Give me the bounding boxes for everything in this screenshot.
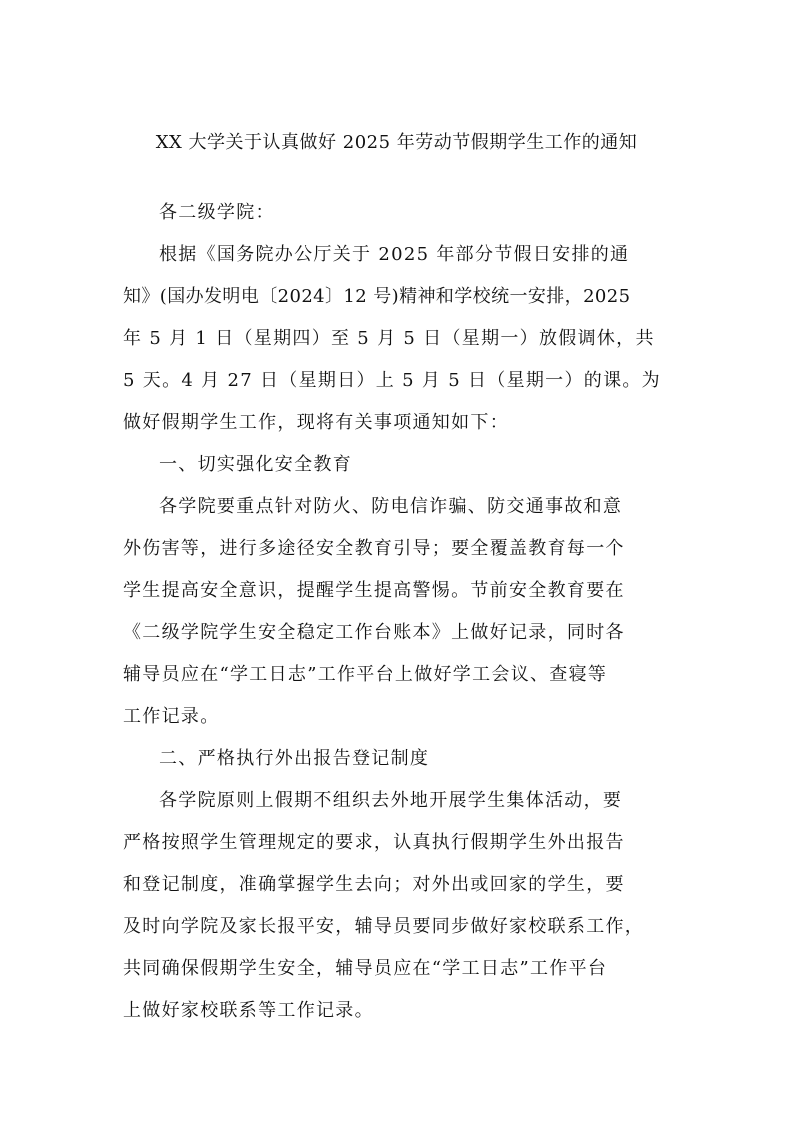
section-heading-2: 二、严格执行外出报告登记制度: [159, 748, 430, 769]
paragraph-line: 辅导员应在“学工日志”工作平台上做好学工会议、查寝等: [123, 664, 608, 685]
paragraph-line: 年 5 月 1 日（星期四）至 5 月 5 日（星期一）放假调休，共: [123, 328, 655, 349]
paragraph-line: 各学院原则上假期不组织去外地开展学生集体活动，要: [159, 790, 623, 811]
paragraph-line: 工作记录。: [123, 706, 220, 727]
paragraph-line: 共同确保假期学生安全，辅导员应在“学工日志”工作平台: [123, 958, 608, 979]
paragraph-line: 上做好家校联系等工作记录。: [123, 1000, 374, 1021]
section-heading-1: 一、切实强化安全教育: [159, 454, 352, 475]
paragraph-line: 各学院要重点针对防火、防电信诈骗、防交通事故和意: [159, 496, 623, 517]
salutation: 各二级学院：: [159, 202, 275, 223]
paragraph-line: 及时向学院及家长报平安，辅导员要同步做好家校联系工作，: [123, 916, 645, 937]
paragraph-line: 知》(国办发明电〔2024〕12 号)精神和学校统一安排，2025: [123, 286, 631, 307]
paragraph-line: 外伤害等，进行多途径安全教育引导；要全覆盖教育每一个: [123, 538, 625, 559]
paragraph-line: 做好假期学生工作，现将有关事项通知如下：: [123, 412, 509, 433]
paragraph-line: 和登记制度，准确掌握学生去向；对外出或回家的学生，要: [123, 874, 625, 895]
document-title: XX 大学关于认真做好 2025 年劳动节假期学生工作的通知: [155, 132, 638, 153]
paragraph-line: 学生提高安全意识，提醒学生提高警惕。节前安全教育要在: [123, 580, 625, 601]
paragraph-line: 根据《国务院办公厅关于 2025 年部分节假日安排的通: [159, 244, 630, 265]
paragraph-line: 严格按照学生管理规定的要求，认真执行假期学生外出报告: [123, 832, 625, 853]
paragraph-line: 《二级学院学生安全稳定工作台账本》上做好记录，同时各: [123, 622, 625, 643]
paragraph-line: 5 天。4 月 27 日（星期日）上 5 月 5 日（星期一）的课。为: [123, 370, 661, 391]
